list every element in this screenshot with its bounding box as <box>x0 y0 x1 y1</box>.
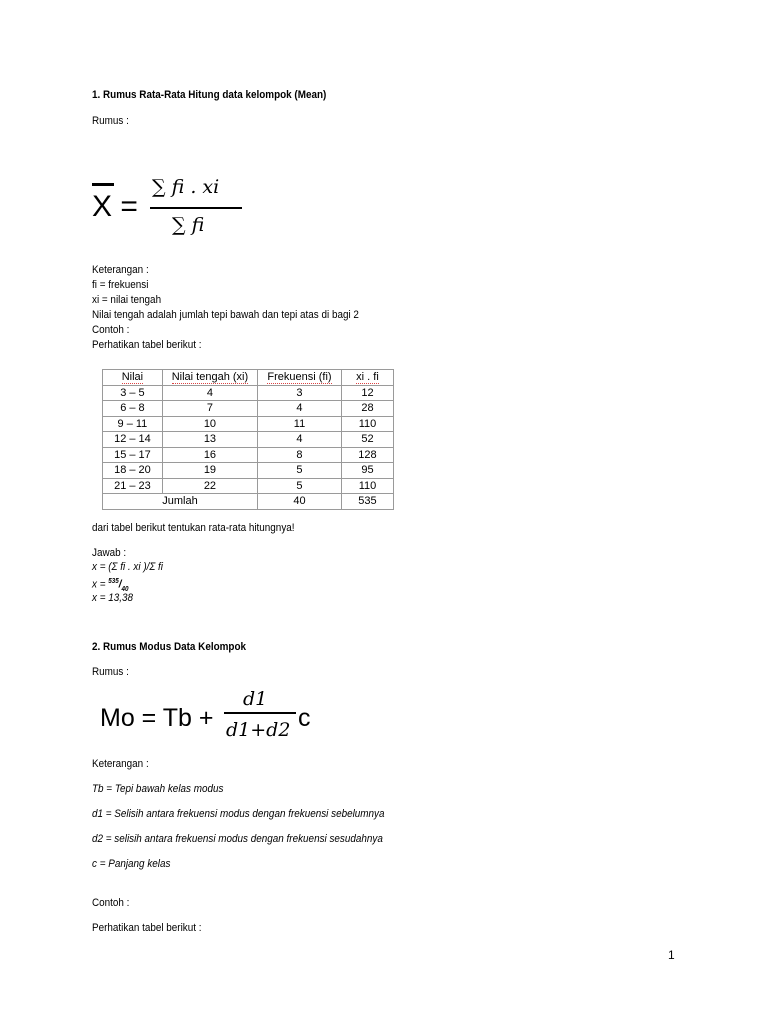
contoh-label: Contoh : <box>92 324 130 336</box>
question-text: dari tabel berikut tentukan rata-rata hitungnya! <box>92 522 295 534</box>
cell-xi: 10 <box>162 416 257 432</box>
section2-heading: 2. Rumus Modus Data Kelompok <box>92 641 247 653</box>
jawab-line-2-prefix: x = <box>92 578 106 591</box>
cell-nilai: 18 – 20 <box>103 463 163 479</box>
table-row <box>103 385 394 401</box>
cell-nilai: 21 – 23 <box>103 478 163 494</box>
keterangan-nilai-tengah: Nilai tengah adalah jumlah tepi bawah dan tepi atas di bagi 2 <box>92 309 359 321</box>
cell-fi: 5 <box>258 478 342 494</box>
cell-total-fi: 40 <box>258 494 342 510</box>
section2-perhatikan-label: Perhatikan tabel berikut : <box>92 922 202 934</box>
jawab-line-2: $x = ^{535}/_{40}$ <box>92 578 129 593</box>
jawab-line-3: x = 13,38 <box>92 592 134 604</box>
page-number: 1 <box>668 948 675 962</box>
header-xi-fi: xi . fi <box>341 370 393 386</box>
cell-nilai: 9 – 11 <box>103 416 163 432</box>
x-bar-overline <box>92 183 114 186</box>
modus-formula-fraction-line <box>224 712 296 714</box>
table-row <box>103 478 394 494</box>
table-row <box>103 401 394 417</box>
modus-formula-denominator: d1+d2 <box>226 719 291 741</box>
jawab-line-1: x = (Σ fi . xi )/Σ fi <box>92 561 164 573</box>
cell-fi: 5 <box>258 463 342 479</box>
jawab-line-2-numerator: 535 <box>108 578 119 585</box>
cell-nilai: 15 – 17 <box>103 447 163 463</box>
cell-xf: 52 <box>341 432 393 448</box>
modus-formula-lhs: Mo = Tb + <box>100 704 214 732</box>
cell-xf: 110 <box>341 416 393 432</box>
perhatikan-label: Perhatikan tabel berikut : <box>92 339 202 351</box>
cell-xf: 128 <box>341 447 393 463</box>
table-header-row <box>103 370 394 386</box>
cell-jumlah-label: Jumlah <box>103 494 258 510</box>
cell-nilai: 12 – 14 <box>103 432 163 448</box>
definition-d2: d2 = selisih antara frekuensi modus dengan frekuensi sesudahnya <box>92 833 383 845</box>
keterangan-fi: fi = frekuensi <box>92 279 149 291</box>
cell-xf: 110 <box>341 478 393 494</box>
header-nilai-tengah: Nilai tengah (xi) <box>162 370 257 386</box>
cell-fi: 4 <box>258 401 342 417</box>
section2-keterangan-label: Keterangan : <box>92 758 149 770</box>
section2-contoh-label: Contoh : <box>92 897 130 909</box>
mean-formula-fraction-line <box>150 207 242 209</box>
mean-formula-numerator: ∑ fi . xi <box>152 176 220 198</box>
cell-xi: 13 <box>162 432 257 448</box>
table-total-row <box>103 494 394 510</box>
keterangan-xi: xi = nilai tengah <box>92 294 162 306</box>
modus-formula-numerator: d1 <box>243 688 268 710</box>
cell-xi: 16 <box>162 447 257 463</box>
table-row <box>103 416 394 432</box>
cell-xi: 22 <box>162 478 257 494</box>
modus-formula-suffix: c <box>298 704 311 732</box>
cell-nilai: 3 – 5 <box>103 385 163 401</box>
jawab-label: Jawab : <box>92 547 127 559</box>
cell-fi: 3 <box>258 385 342 401</box>
mean-formula-denominator: ∑ fi <box>172 214 205 236</box>
header-frekuensi: Frekuensi (fi) <box>258 370 342 386</box>
keterangan-label: Keterangan : <box>92 264 149 276</box>
cell-xf: 28 <box>341 401 393 417</box>
definition-tb: Tb = Tepi bawah kelas modus <box>92 783 224 795</box>
table-row <box>103 447 394 463</box>
cell-xi: 19 <box>162 463 257 479</box>
cell-nilai: 6 – 8 <box>103 401 163 417</box>
cell-xi: 4 <box>162 385 257 401</box>
cell-xf: 95 <box>341 463 393 479</box>
section1-rumus-label: Rumus : <box>92 115 129 127</box>
mean-formula-lhs: X = <box>92 190 138 223</box>
cell-fi: 8 <box>258 447 342 463</box>
cell-xi: 7 <box>162 401 257 417</box>
definition-d1: d1 = Selisih antara frekuensi modus dengan frekuensi sebelumnya <box>92 808 385 820</box>
frequency-table <box>102 369 394 510</box>
header-nilai: Nilai <box>103 370 163 386</box>
section2-rumus-label: Rumus : <box>92 666 129 678</box>
definition-c: c = Panjang kelas <box>92 858 171 870</box>
cell-total-xf: 535 <box>341 494 393 510</box>
table-row <box>103 463 394 479</box>
jawab-line-2-denominator: 40 <box>121 585 129 593</box>
table-row <box>103 432 394 448</box>
section1-heading: 1. Rumus Rata-Rata Hitung data kelompok (Mean) <box>92 89 327 101</box>
cell-fi: 11 <box>258 416 342 432</box>
cell-xf: 12 <box>341 385 393 401</box>
cell-fi: 4 <box>258 432 342 448</box>
